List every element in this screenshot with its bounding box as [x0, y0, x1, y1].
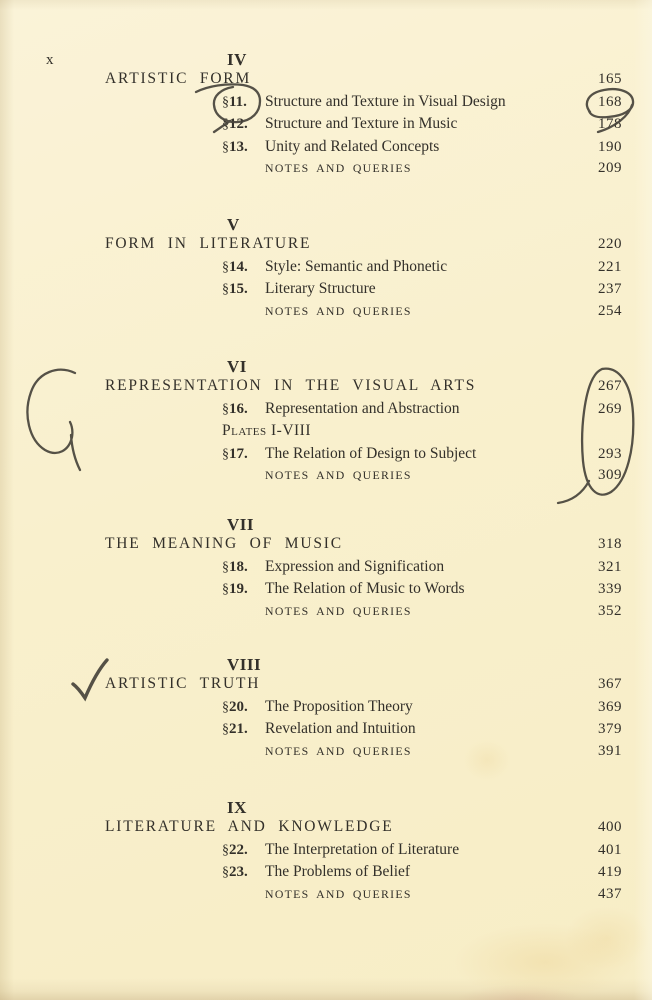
- entry-title: The Problems of Belief: [265, 863, 411, 881]
- entry-page-number: 369: [598, 699, 622, 715]
- section-sign: §: [222, 95, 229, 110]
- chapter-page-number: 165: [598, 71, 622, 87]
- section-sign: §: [222, 843, 229, 858]
- toc-entry-row: [0, 400, 652, 422]
- entry-title: The Interpretation of Literature: [265, 841, 460, 858]
- entry-label: [222, 842, 265, 859]
- chapter-title: REPRESENTATION IN THE VISUAL ARTS: [105, 377, 477, 394]
- toc-entry-row: [0, 467, 652, 489]
- toc-entry-row: [0, 115, 652, 137]
- section-sign: §: [222, 582, 229, 598]
- entry-number: 12.: [229, 116, 248, 133]
- toc-section: [0, 797, 652, 908]
- section-sign: §: [222, 722, 229, 738]
- entry-label: [222, 864, 265, 881]
- toc-entry-row: [0, 303, 652, 325]
- entry-title: Representation and Abstraction: [265, 400, 460, 417]
- chapter-heading-row: [0, 675, 652, 698]
- toc-entry-row: [0, 580, 652, 602]
- section-sign: §: [222, 282, 229, 298]
- chapter-page-number: 267: [598, 378, 622, 394]
- toc-entry-row: [0, 863, 652, 885]
- entry-label: [222, 259, 265, 276]
- entry-title: The Relation of Music to Words: [265, 580, 465, 598]
- entry-number: 11.: [229, 94, 247, 110]
- entry-label: [222, 699, 265, 716]
- entry-page-number: 269: [598, 401, 622, 417]
- section-sign: §: [222, 402, 229, 417]
- entry-number: 19.: [229, 581, 248, 598]
- entry-page-number: 419: [598, 864, 622, 881]
- entry-page-number: 190: [598, 138, 622, 155]
- chapter-page-number: 367: [598, 676, 622, 692]
- entry-number: 13.: [229, 138, 248, 155]
- toc-entry-row: [0, 138, 652, 160]
- section-sign: §: [222, 560, 229, 575]
- chapter-page-number: 400: [598, 819, 622, 835]
- entry-label: [222, 446, 265, 463]
- entry-number: 22.: [229, 842, 248, 858]
- entry-number: 16.: [229, 401, 248, 417]
- toc-entry-row: [0, 603, 652, 625]
- entry-label: [222, 94, 265, 111]
- toc-section: [0, 514, 652, 625]
- toc-entry-row: [0, 160, 652, 182]
- entry-page-number: 178: [598, 116, 622, 133]
- notes-and-queries-line: NOTES AND QUERIES: [265, 886, 412, 901]
- entry-number: 23.: [229, 864, 248, 881]
- chapter-numeral: V: [227, 215, 240, 234]
- notes-and-queries-line: NOTES AND QUERIES: [265, 468, 412, 483]
- chapter-numeral: VI: [227, 357, 247, 376]
- entry-title: Literary Structure: [265, 280, 376, 298]
- section-sign: §: [222, 260, 229, 275]
- chapter-numeral: IX: [227, 798, 247, 817]
- chapter-heading-row: [0, 235, 652, 258]
- toc-entry-row: [0, 720, 652, 742]
- section-sign: §: [222, 117, 229, 133]
- plates-line: Plates I-VIII: [222, 422, 311, 440]
- entry-title: Style: Semantic and Phonetic: [265, 258, 448, 275]
- section-sign: §: [222, 865, 229, 881]
- toc-section: [0, 214, 652, 325]
- toc-entry-row: [0, 280, 652, 302]
- entry-label: [222, 559, 265, 576]
- entry-title: The Proposition Theory: [265, 698, 413, 715]
- entry-page-number: 221: [598, 259, 622, 275]
- chapter-numeral: IV: [227, 50, 247, 69]
- toc-entry-row: [0, 445, 652, 467]
- chapter-title: THE MEANING OF MUSIC: [105, 535, 343, 552]
- chapter-heading-row: [0, 818, 652, 841]
- toc-entry-row: [0, 558, 652, 580]
- entry-number: 17.: [229, 445, 248, 462]
- chapter-page-number: 220: [598, 236, 622, 252]
- chapter-numeral: VII: [227, 515, 255, 534]
- toc-entry-row: [0, 841, 652, 863]
- chapter-heading-row: [0, 535, 652, 558]
- entry-page-number: 321: [598, 559, 622, 575]
- entry-page-number: 379: [598, 721, 622, 738]
- entry-page-number: 293: [598, 445, 622, 462]
- entry-page-number: 391: [598, 742, 622, 759]
- notes-and-queries-line: NOTES AND QUERIES: [265, 603, 412, 618]
- chapter-numeral: VIII: [227, 655, 262, 674]
- entry-number: 15.: [229, 281, 248, 298]
- chapter-heading-row: [0, 70, 652, 93]
- chapter-title: LITERATURE AND KNOWLEDGE: [105, 818, 394, 835]
- entry-number: 14.: [229, 259, 248, 275]
- toc-section: [0, 654, 652, 765]
- chapter-title: ARTISTIC TRUTH: [105, 675, 261, 692]
- entry-label: [222, 581, 265, 598]
- entry-label: [222, 281, 265, 298]
- entry-number: 20.: [229, 699, 248, 715]
- chapter-title: FORM IN LITERATURE: [105, 235, 312, 252]
- toc-entry-row: [0, 886, 652, 908]
- toc-section: [0, 356, 652, 490]
- entry-title: The Relation of Design to Subject: [265, 444, 477, 462]
- notes-and-queries-line: NOTES AND QUERIES: [265, 743, 412, 758]
- entry-page-number: 237: [598, 281, 622, 298]
- toc-section: [0, 49, 652, 183]
- section-sign: §: [222, 446, 229, 462]
- entry-title: Structure and Texture in Visual Design: [265, 93, 506, 110]
- entry-title: Revelation and Intuition: [265, 720, 416, 738]
- entry-page-number: 254: [598, 302, 622, 319]
- chapter-page-number: 318: [598, 536, 622, 552]
- toc-entry-row: [0, 422, 652, 444]
- entry-page-number: 309: [598, 467, 622, 484]
- entry-label: [222, 116, 265, 133]
- entry-number: 18.: [229, 559, 248, 575]
- entry-page-number: 339: [598, 581, 622, 598]
- toc-entry-row: [0, 93, 652, 115]
- entry-page-number: 437: [598, 885, 622, 902]
- toc-entry-row: [0, 258, 652, 280]
- entry-number: 21.: [229, 721, 248, 738]
- toc-entry-row: [0, 698, 652, 720]
- entry-label: [222, 401, 265, 418]
- entry-label: [222, 139, 265, 156]
- entry-title: Unity and Related Concepts: [265, 137, 440, 155]
- notes-and-queries-line: NOTES AND QUERIES: [265, 161, 412, 176]
- entry-label: [222, 721, 265, 738]
- section-sign: §: [222, 139, 229, 155]
- entry-title: Structure and Texture in Music: [265, 115, 458, 133]
- entry-title: Expression and Signification: [265, 558, 445, 575]
- toc-entry-row: [0, 743, 652, 765]
- section-sign: §: [222, 700, 229, 715]
- chapter-heading-row: [0, 377, 652, 400]
- folio-page-number: x: [46, 52, 54, 68]
- entry-page-number: 168: [598, 94, 622, 110]
- entry-page-number: 401: [598, 842, 622, 858]
- chapter-title: ARTISTIC FORM: [105, 70, 252, 87]
- entry-page-number: 209: [598, 160, 622, 177]
- notes-and-queries-line: NOTES AND QUERIES: [265, 303, 412, 318]
- entry-page-number: 352: [598, 602, 622, 619]
